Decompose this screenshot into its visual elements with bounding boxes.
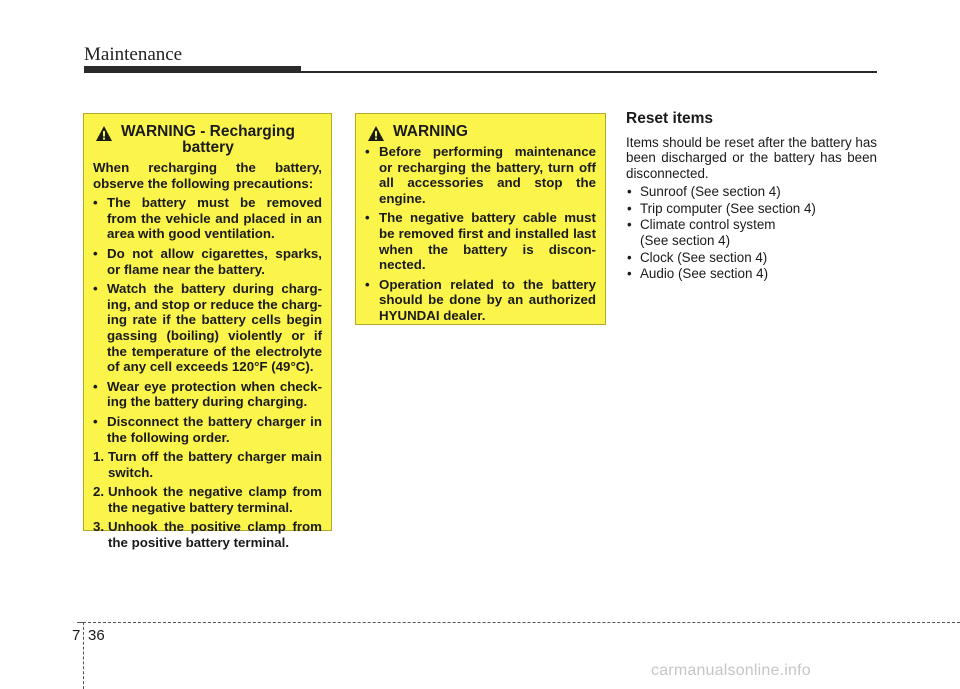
list-item-text: The battery must be removed from the vehicle and placed in an area with good ventilation. — [107, 195, 322, 242]
step-text: Unhook the negative clamp from the negative battery terminal. — [108, 484, 322, 515]
page-number: 36 — [88, 627, 105, 644]
list-item: • Before performing maintenance or recharging the battery, turn off all accessories and stop the engine. — [365, 144, 596, 206]
reset-items-section — [626, 111, 877, 283]
list-item: • The battery must be removed from the vehicle and placed in an area with good ventilation. — [93, 195, 322, 242]
list-item-text: Operation related to the battery should be done by an authorized HYUNDAI dealer. — [379, 276, 596, 323]
header-bar — [84, 66, 301, 73]
step-text: Turn off the battery charger main switch. — [108, 449, 322, 480]
warning-triangle-icon — [95, 125, 113, 142]
section-paragraph: Items should be reset after the battery has been discharged or the battery has been disconnected. — [626, 134, 877, 182]
footer-tick — [77, 622, 83, 623]
list-item: • Watch the battery during charg-ing, and stop or reduce the charg-ing rate if the battery cells begin gassing (boiling) violently or if the temperature of the electrolyte of any cell exceeds 120°F (49°C). — [93, 281, 322, 375]
section-title: Reset items — [626, 110, 714, 127]
footer-divider — [83, 622, 84, 689]
list-item-text: Audio (See section 4) — [640, 266, 769, 282]
reset-items-list — [626, 184, 877, 282]
list-item-text: Sunroof (See section 4) — [640, 183, 781, 199]
list-item-text: Do not allow cigarettes, sparks, or flame near the battery. — [107, 245, 322, 277]
warning-heading — [365, 124, 596, 142]
step-text: Unhook the positive clamp from the positive battery terminal. — [108, 519, 322, 551]
list-item-text: Wear eye protection when check-ing the battery during charging. — [107, 378, 322, 410]
warning-intro: When recharging the battery, observe the following precautions: — [93, 160, 322, 191]
list-item: • Do not allow cigarettes, sparks, or flame near the battery. — [93, 245, 322, 277]
step-number: 2. — [93, 484, 105, 500]
step-number: 3. — [93, 519, 105, 535]
warning-bullet-list — [93, 195, 322, 445]
list-item-text: Climate control system (See section 4) — [640, 217, 776, 248]
list-item-text: Disconnect the battery charger in the following order. — [107, 413, 322, 445]
warning-heading — [93, 124, 322, 156]
list-item-text: Before performing maintenance or recharging the battery, turn off all accessories and stop the engine. — [379, 144, 596, 206]
list-item: • Disconnect the battery charger in the following order. — [93, 413, 322, 445]
list-item-text: Watch the battery during charg-ing, and stop or reduce the charg-ing rate if the battery cells begin gassing (boiling) violently or if the temperature of the electrolyte of any cell exceeds 120°F (49°C). — [107, 281, 322, 375]
list-item: • Clock (See section 4) — [627, 249, 768, 265]
list-item-text: The negative battery cable must be removed first and installed last when the battery is discon-nected. — [379, 210, 596, 273]
footer-rule — [83, 622, 960, 623]
warning-box-recharging — [83, 113, 332, 551]
list-item: • Trip computer (See section 4) — [627, 200, 816, 216]
step-item — [93, 449, 322, 480]
step-item — [93, 484, 322, 515]
warning-triangle-icon — [367, 125, 385, 142]
chapter-number: 7 — [72, 627, 81, 644]
list-item: • Climate control system (See section 4) — [627, 217, 776, 248]
list-item: • The negative battery cable must be removed first and installed last when the battery is discon-nected. — [365, 210, 596, 273]
list-item-text: Clock (See section 4) — [640, 249, 768, 265]
page-header-title: Maintenance — [84, 44, 183, 65]
warning-bullet-list — [365, 144, 596, 324]
warning-title-line1: WARNING - Recharging — [121, 123, 295, 140]
warning-title: WARNING — [393, 123, 468, 140]
list-item: • Operation related to the battery should be done by an authorized HYUNDAI dealer. — [365, 276, 596, 323]
warning-title — [121, 124, 295, 156]
list-item: • Wear eye protection when check-ing the battery during charging. — [93, 378, 322, 410]
step-number: 1. — [93, 449, 105, 465]
warning-title-line2: battery — [182, 139, 234, 156]
header-rule — [301, 71, 877, 73]
list-item: • Sunroof (See section 4) — [627, 183, 781, 199]
list-item: • Audio (See section 4) — [627, 266, 769, 282]
list-item-text: Trip computer (See section 4) — [640, 200, 816, 216]
warning-box-general — [355, 113, 606, 325]
step-item — [93, 519, 322, 550]
warning-step-list — [93, 449, 322, 551]
watermark: carmanualsonline.info — [651, 662, 811, 679]
